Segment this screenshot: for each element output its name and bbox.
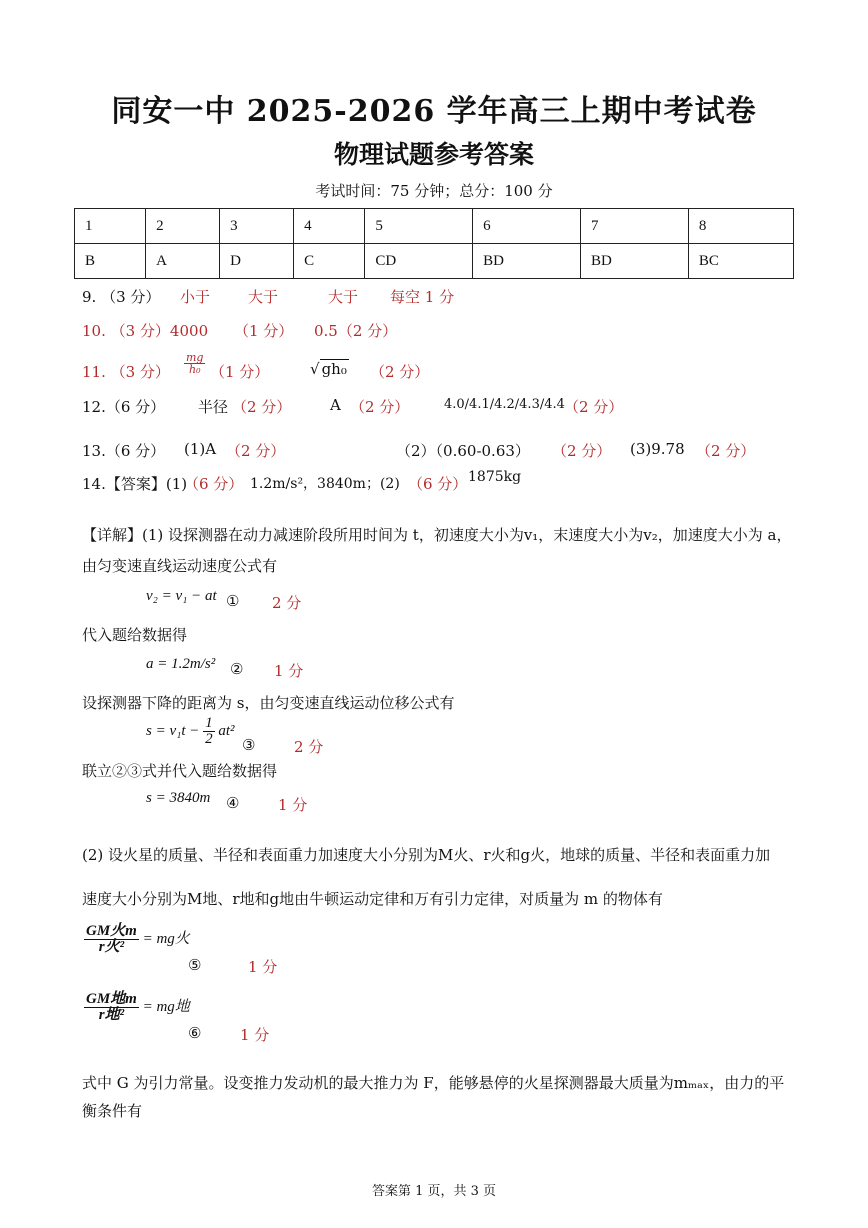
detail-paragraph-2: 由匀变速直线运动速度公式有 <box>82 557 278 575</box>
table-cell: BD <box>473 244 581 279</box>
answer-table-number-row <box>75 209 794 244</box>
equation-6-denominator: r地² <box>98 1007 125 1023</box>
q11-score-1: （1 分） <box>210 363 270 381</box>
q12-label: 12.（6 分） <box>82 398 166 416</box>
equation-6-right: = mg地 <box>142 998 190 1015</box>
q13-label: 13.（6 分） <box>82 442 166 460</box>
equation-5-score: 1 分 <box>248 958 278 976</box>
q9-answer-2: 大于 <box>248 288 279 306</box>
detail-paragraph-7: 速度大小分别为M地、r地和g地由牛顿运动定律和万有引力定律，对质量为 m 的物体有 <box>82 890 663 908</box>
table-cell: 2 <box>146 209 220 244</box>
table-cell: B <box>75 244 146 279</box>
table-cell: 1 <box>75 209 146 244</box>
detail-paragraph-5: 联立②③式并代入题给数据得 <box>82 762 278 780</box>
q11-fraction <box>184 352 205 375</box>
equation-4-score: 1 分 <box>278 796 308 814</box>
q11-score-2: （2 分） <box>370 363 430 381</box>
page-footer: 答案第 1 页，共 3 页 <box>371 1184 497 1199</box>
q12-score-1: （2 分） <box>232 398 292 416</box>
q11-sqrt <box>310 360 349 378</box>
q11-fraction-denominator: h₀ <box>188 363 201 376</box>
equation-3-right: at² <box>218 722 235 739</box>
table-cell: BC <box>688 244 793 279</box>
page-title: 同安一中 2025-2026 学年高三上期中考试卷 <box>111 94 757 129</box>
q14-score-1: （6 分） <box>184 475 244 493</box>
equation-4: s = 3840m <box>146 790 211 806</box>
equation-6-score: 1 分 <box>240 1026 270 1044</box>
page-subtitle: 物理试题参考答案 <box>333 140 534 169</box>
equation-5 <box>84 924 190 955</box>
detail-paragraph-1: 【详解】(1) 设探测器在动力减速阶段所用时间为 t，初速度大小为v₁，末速度大小为v₂，加速度大小为 a， <box>82 526 792 544</box>
detail-paragraph-9: 衡条件有 <box>82 1102 143 1120</box>
equation-2: a = 1.2m/s² <box>146 656 216 672</box>
detail-paragraph-8: 式中 G 为引力常量。设变推力发动机的最大推力为 F，能够悬停的火星探测器最大质量为mₘₐₓ，由力的平 <box>82 1074 785 1092</box>
q13-answer-3: (3)9.78 <box>630 440 685 458</box>
equation-6-fraction <box>84 992 139 1023</box>
equation-4-number: ④ <box>226 794 240 812</box>
equation-3-score: 2 分 <box>294 738 324 756</box>
detail-paragraph-4: 设探测器下降的距离为 s，由匀变速直线运动位移公式有 <box>82 694 455 712</box>
q11-sqrt-radicand: gh₀ <box>321 360 347 378</box>
equation-1-number: ① <box>226 592 240 610</box>
q10-answer-2: 0.5（2 分） <box>314 322 398 340</box>
q13-score-2: （2 分） <box>552 442 612 460</box>
q14-answer-2: 1875kg <box>468 469 522 485</box>
answer-table <box>74 208 794 279</box>
table-cell: 3 <box>220 209 294 244</box>
q13-score-1: （2 分） <box>226 442 286 460</box>
q14-score-2: （6 分） <box>408 475 468 493</box>
equation-5-right: = mg火 <box>142 930 190 947</box>
q9-answer-3: 大于 <box>328 288 359 306</box>
equation-2-score: 1 分 <box>274 662 304 680</box>
equation-5-fraction <box>84 924 139 955</box>
table-cell: D <box>220 244 294 279</box>
q13-answer-2: （2）（0.60-0.63） <box>396 442 530 460</box>
q13-answer-1: (1)A <box>184 440 217 458</box>
q12-score-2: （2 分） <box>350 398 410 416</box>
equation-3-fraction-denominator: 2 <box>205 731 213 747</box>
q14-label: 14.【答案】(1) <box>82 475 188 493</box>
q11-fraction-numerator: mg <box>186 351 204 364</box>
equation-3-fraction-numerator: 1 <box>205 715 213 731</box>
equation-3-left: s = v₁t − <box>146 722 200 739</box>
table-cell: BD <box>581 244 689 279</box>
table-cell: A <box>146 244 220 279</box>
equation-2-number: ② <box>230 660 244 678</box>
equation-5-number: ⑤ <box>188 956 202 974</box>
table-cell: 6 <box>473 209 581 244</box>
equation-1: v₂ = v₁ − at <box>146 588 217 604</box>
equation-1-score: 2 分 <box>272 594 302 612</box>
equation-6 <box>84 992 190 1023</box>
equation-5-numerator: GM火m <box>86 923 137 939</box>
q10-label: 10. （3 分）4000 <box>82 322 209 340</box>
q12-answer-3: 4.0/4.1/4.2/4.3/4.4 <box>444 397 565 412</box>
sqrt-icon: √ <box>310 360 320 378</box>
detail-paragraph-6: (2) 设火星的质量、半径和表面重力加速度大小分别为M火、r火和g火，地球的质量、半径和表面重力加 <box>82 846 771 864</box>
q12-answer-2: A <box>330 396 341 414</box>
equation-6-numerator: GM地m <box>86 991 137 1007</box>
equation-3 <box>146 716 235 747</box>
q9-answer-1: 小于 <box>180 288 211 306</box>
q9-note: 每空 1 分 <box>390 288 455 306</box>
table-cell: 7 <box>581 209 689 244</box>
q9-label: 9. （3 分） <box>82 288 161 306</box>
table-cell: 4 <box>294 209 365 244</box>
equation-3-number: ③ <box>242 736 256 754</box>
q14-answer-1: 1.2m/s²，3840m；(2) <box>250 476 400 492</box>
table-cell: 8 <box>688 209 793 244</box>
q13-score-3: （2 分） <box>696 442 756 460</box>
equation-6-number: ⑥ <box>188 1024 202 1042</box>
equation-3-fraction <box>203 716 215 747</box>
exam-info: 考试时间：75 分钟；总分：100 分 <box>315 182 553 200</box>
q12-answer-1: 半径 <box>198 398 229 416</box>
table-cell: CD <box>365 244 473 279</box>
q10-score-1: （1 分） <box>234 322 294 340</box>
detail-paragraph-3: 代入题给数据得 <box>82 626 188 644</box>
table-cell: 5 <box>365 209 473 244</box>
q11-label: 11. （3 分） <box>82 363 170 381</box>
q12-score-3: （2 分） <box>564 398 624 416</box>
equation-5-denominator: r火² <box>98 939 125 955</box>
table-cell: C <box>294 244 365 279</box>
answer-table-answer-row <box>75 244 794 279</box>
